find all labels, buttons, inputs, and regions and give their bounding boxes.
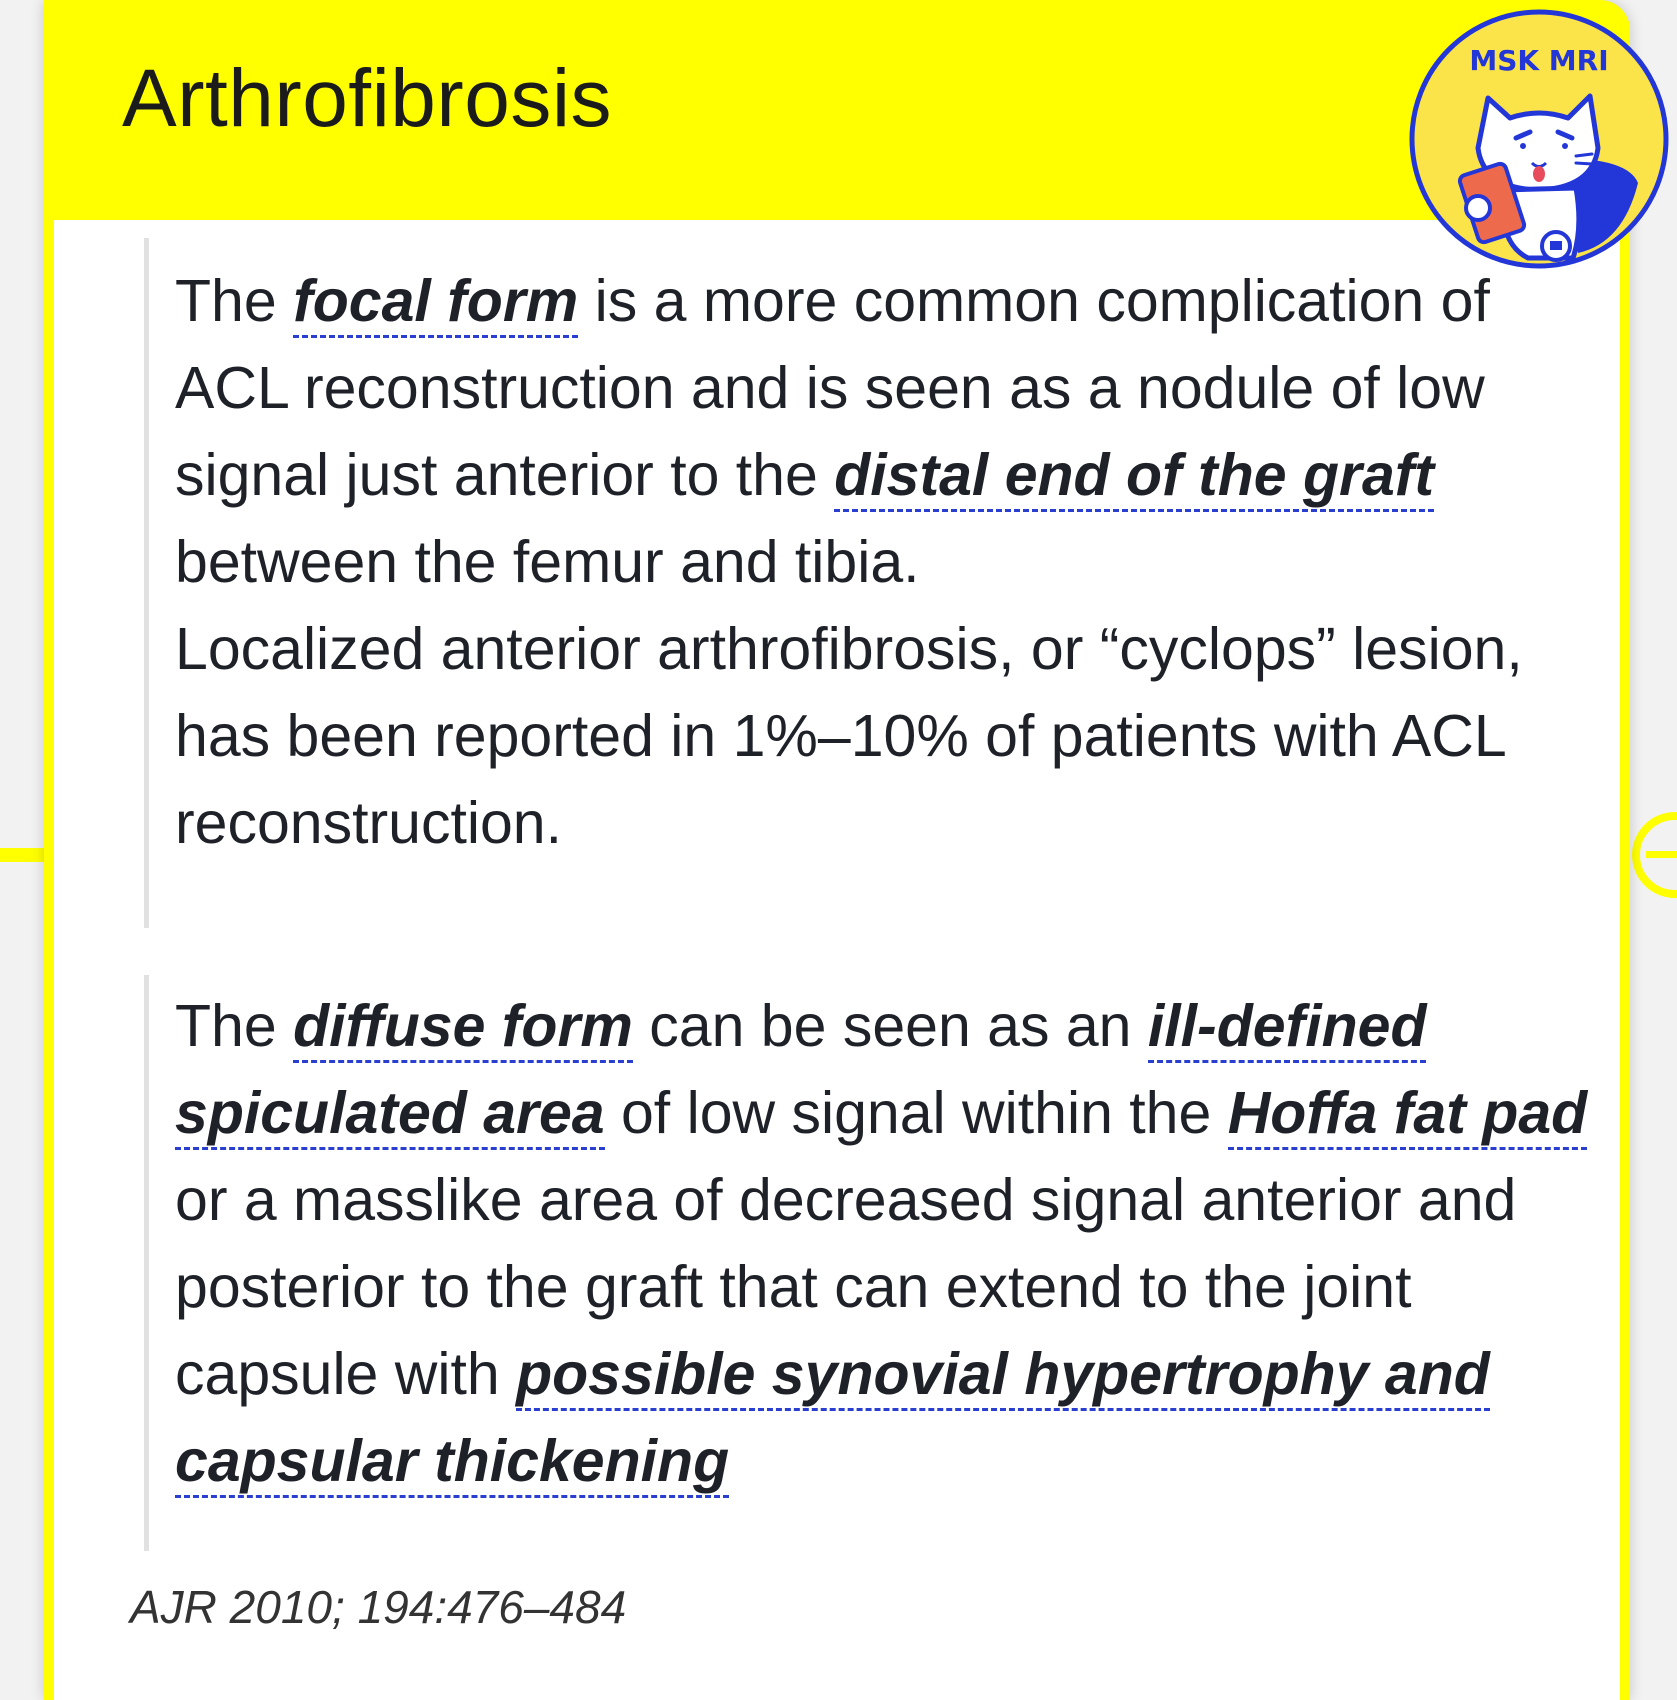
logo-text: MSK MRI: [1469, 44, 1609, 77]
citation: AJR 2010; 194:476–484: [130, 1581, 627, 1633]
diffuse-highlight-4: possible synovial hypertrophy and capsular thickening: [175, 1341, 1490, 1498]
diffuse-text-3: of low signal within the: [604, 1080, 1228, 1146]
diffuse-form-paragraph: [149, 975, 1595, 1505]
diffuse-highlight-1: diffuse form: [293, 993, 633, 1063]
note-card: [44, 0, 1630, 1700]
card-body: [54, 220, 1620, 1700]
focal-highlight-1: focal form: [293, 268, 578, 338]
diffuse-text-4: or a masslike area of decreased signal anterior and posterior to the graft that can extend to the joint capsule with: [175, 1167, 1517, 1407]
connector-line-left: [0, 848, 46, 862]
focal-form-quote: [144, 238, 1604, 928]
focal-form-paragraph: [149, 238, 1595, 867]
connector-handle-right[interactable]: [1632, 812, 1677, 898]
msk-mri-cat-logo-icon: [1408, 8, 1670, 270]
focal-highlight-2: distal end of the graft: [834, 442, 1434, 512]
diffuse-text-1: The: [175, 993, 294, 1059]
focal-text-3: between the femur and tibia.: [175, 529, 920, 595]
focal-text-4: Localized anterior arthrofibrosis, or “cyclops” lesion, has been reported in 1%–10% of patients with ACL reconstruction.: [175, 616, 1523, 856]
diffuse-highlight-2: ill-defined spiculated area: [175, 993, 1426, 1150]
diffuse-text-2: can be seen as an: [632, 993, 1148, 1059]
card-title: Arthrofibrosis: [122, 53, 613, 144]
focal-text-1: The: [175, 268, 294, 334]
diffuse-form-quote: [144, 975, 1604, 1551]
focal-text-2: is a more common complication of ACL reconstruction and is seen as a nodule of low signal just anterior to the: [175, 268, 1490, 508]
diffuse-highlight-3: Hoffa fat pad: [1228, 1080, 1587, 1150]
